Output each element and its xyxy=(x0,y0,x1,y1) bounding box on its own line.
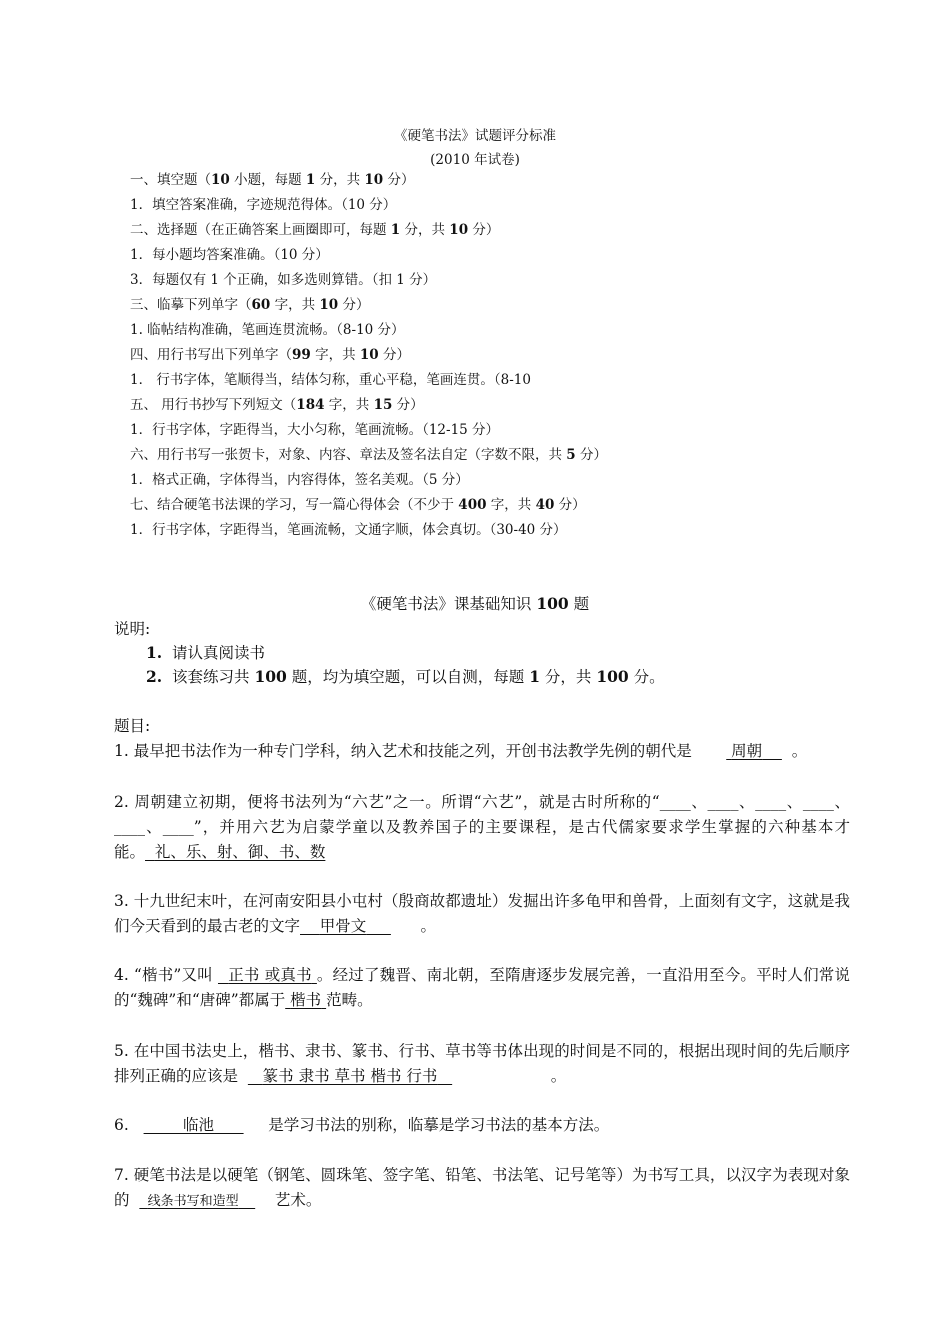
scoring-subtitle: (2010 年试卷) xyxy=(430,152,520,168)
scoring-line: 四、用行书写出下列单字（99 字，共 10 分） xyxy=(130,347,410,363)
answer-blank: 线条书写和造型 xyxy=(147,1194,239,1209)
answer-blank: 正书 或真书 xyxy=(228,966,312,984)
question-4: 4. “楷书”又叫 正书 或真书 。经过了魏晋、南北朝，至隋唐逐步发展完善，一直沿用至今。平时人们常说的“魏碑”和“唐碑”都属于 楷书 范畴。 xyxy=(114,966,850,1009)
scoring-line: 六、用行书写一张贺卡，对象、内容、章法及签名法自定（字数不限，共 5 分） xyxy=(130,447,607,463)
answer-blank: 楷书 xyxy=(290,991,322,1009)
question-1: 1. 最早把书法作为一种专门学科，纳入艺术和技能之列，开创书法教学先例的朝代是 周朝 。 xyxy=(114,742,808,760)
scoring-line: 二、选择题（在正确答案上画圈即可，每题 1 分，共 10 分） xyxy=(130,222,500,238)
question-3: 3. 十九世纪末叶，在河南安阳县小屯村（殷商故都遗址）发掘出许多龟甲和兽骨，上面刻有文字，这就是我们今天看到的最古老的文字 甲骨文 。 xyxy=(114,892,850,935)
scoring-line: 1. 临帖结构准确，笔画连贯流畅。（8-10 分） xyxy=(130,322,405,338)
scoring-line: 1． 行书字体，笔顺得当，结体匀称，重心平稳，笔画连贯。（8-10 xyxy=(130,372,531,388)
scoring-line: 1．行书字体，字距得当，笔画流畅，文通字顺，体会真切。（30-40 分） xyxy=(130,522,567,538)
questions-label: 题目: xyxy=(114,717,151,735)
scoring-line: 一、填空题（10 小题，每题 1 分，共 10 分） xyxy=(130,172,415,188)
description-label: 说明: xyxy=(114,620,151,638)
scoring-line: 三、临摹下列单字（60 字，共 10 分） xyxy=(130,297,370,313)
note-2: 2. 该套练习共 100 题，均为填空题，可以自测，每题 1 分，共 100 分。 xyxy=(146,667,665,686)
scoring-line: 1．格式正确，字体得当，内容得体，签名美观。（5 分） xyxy=(130,472,469,488)
question-2: 2. 周朝建立初期，便将书法列为“六艺”之一。所谓“六艺”，就是古时所称的“____、____、____、____、____、____”，并用六艺为启蒙学童以及教养国子的主要课程，是古代儒家要求学生掌握的六种基本才能。 礼、乐、射、御、书、数 xyxy=(114,793,850,861)
question-7: 7. 硬笔书法是以硬笔（钢笔、圆珠笔、签字笔、铅笔、书法笔、记号笔等）为书写工具，以汉字为表现对象的 线条书写和造型 艺术。 xyxy=(114,1166,850,1209)
scoring-line: 1．填空答案准确，字迹规范得体。（10 分） xyxy=(130,197,397,213)
scoring-line: 3．每题仅有 1 个正确，如多选则算错。（扣 1 分） xyxy=(130,272,437,288)
answer-blank: 周朝 xyxy=(731,742,763,760)
answer-blank: 临池 xyxy=(183,1116,215,1134)
scoring-line: 七、结合硬笔书法课的学习，写一篇心得体会（不少于 400 字，共 40 分） xyxy=(130,497,586,513)
answer-blank: 篆书 隶书 草书 楷书 行书 xyxy=(262,1067,438,1085)
scoring-line: 五、 用行书抄写下列短文（184 字，共 15 分） xyxy=(130,397,424,413)
question-6: 6. 临池 是学习书法的别称，临摹是学习书法的基本方法。 xyxy=(114,1116,610,1134)
scoring-line: 1．每小题均答案准确。（10 分） xyxy=(130,247,329,263)
scoring-title: 《硬笔书法》试题评分标准 xyxy=(394,128,556,144)
answer-blank: 礼、乐、射、御、书、数 xyxy=(154,843,326,861)
answer-blank: 甲骨文 xyxy=(319,917,367,935)
note-1: 1. 请认真阅读书 xyxy=(146,643,266,662)
question-5: 5. 在中国书法史上，楷书、隶书、篆书、行书、草书等书体出现的时间是不同的，根据出现时间的先后顺序排列正确的应该是 篆书 隶书 草书 楷书 行书 。 xyxy=(114,1042,850,1085)
scoring-line: 1．行书字体，字距得当，大小匀称，笔画流畅。（12-15 分） xyxy=(130,422,500,438)
basics-title: 《硬笔书法》课基础知识 100 题 xyxy=(360,594,590,613)
